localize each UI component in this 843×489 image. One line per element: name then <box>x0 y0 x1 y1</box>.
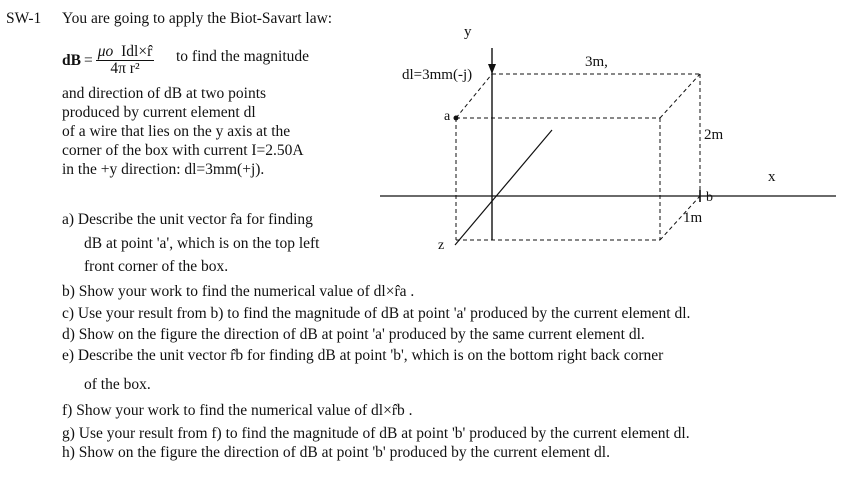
point-b-label: b <box>706 190 713 205</box>
desc-line-1: and direction of dB at two points <box>62 85 267 102</box>
part-g: g) Use your result from f) to find the magnitude of dB at point 'b' produced by the current element dl. <box>62 425 690 442</box>
equals-sign: = <box>83 51 93 69</box>
problem-intro: You are going to apply the Biot-Savart law: <box>62 10 333 27</box>
part-c: c) Use your result from b) to find the magnitude of dB at point 'a' produced by the current element dl. <box>62 305 691 322</box>
x-axis-label: x <box>768 169 776 185</box>
y-axis-label: y <box>464 24 472 40</box>
part-d: d) Show on the figure the direction of dB at point 'a' produced by the same current element dl. <box>62 326 645 343</box>
part-a-line-3: front corner of the box. <box>84 258 229 275</box>
part-a-line-2: dB at point 'a', which is on the top left <box>84 235 320 252</box>
part-a-line-1: a) Describe the unit vector r̂a for finding <box>62 211 313 228</box>
formula-tail: to find the magnitude <box>176 48 310 65</box>
desc-line-4: corner of the box with current I=2.50A <box>62 142 304 159</box>
dim-y-label: 2m <box>704 127 724 143</box>
part-f: f) Show your work to find the numerical value of dl×r̂b . <box>62 402 413 419</box>
point-a-label: a <box>444 109 451 124</box>
dl-arrowhead <box>488 64 496 74</box>
formula-mu: μo <box>97 43 114 60</box>
part-h: h) Show on the figure the direction of dB at point 'b' produced by the current element dl. <box>62 444 610 461</box>
formula-lhs: dB <box>62 51 81 69</box>
part-e-line-2: of the box. <box>84 376 151 393</box>
z-axis-label: z <box>438 238 445 253</box>
dim-x-label: 3m, <box>585 54 608 70</box>
dl-label: dl=3mm(-j) <box>402 67 473 83</box>
desc-line-3: of a wire that lies on the y axis at the <box>62 123 291 140</box>
z-axis <box>455 130 552 245</box>
desc-line-2: produced by current element dl <box>62 104 256 121</box>
formula-denominator: 4π r² <box>110 60 140 77</box>
problem-id: SW-1 <box>6 10 42 27</box>
dim-z-label: 1m <box>683 210 703 226</box>
part-b: b) Show your work to find the numerical value of dl×r̂a . <box>62 283 415 300</box>
point-a-marker <box>454 116 459 121</box>
part-e-line-1: e) Describe the unit vector r̂b for finding dB at point 'b', which is on the bottom right back corner <box>62 347 664 364</box>
desc-line-5: in the +y direction: dl=3mm(+j). <box>62 161 265 178</box>
formula-numerator: Idl×r̂ <box>121 43 153 60</box>
